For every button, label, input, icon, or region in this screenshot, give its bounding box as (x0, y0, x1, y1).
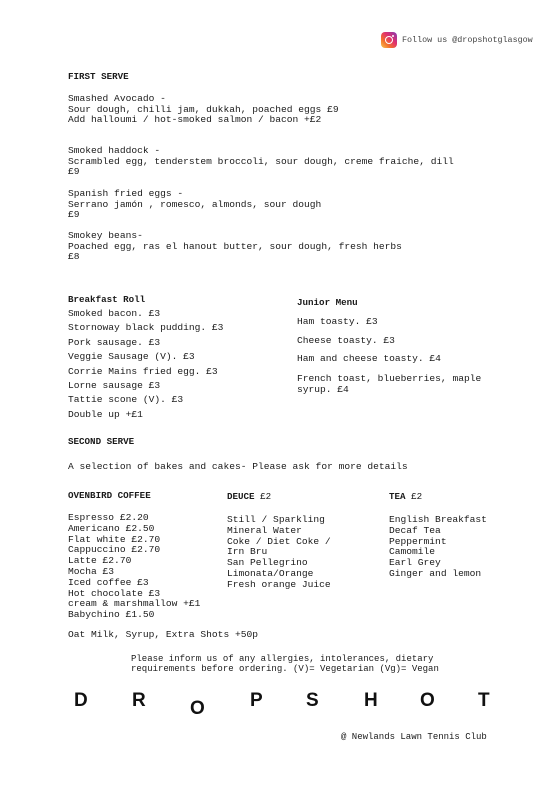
list-item: Babychino £1.50 (68, 609, 155, 621)
menu-item-smokey-beans (68, 231, 402, 263)
list-item: Americano £2.50 (68, 522, 155, 534)
list-item: Ham and cheese toasty. £4 (297, 353, 441, 364)
tea-price: £2 (411, 491, 423, 502)
item-line: Smashed Avocado - (68, 93, 166, 104)
item-line: Serrano jamón , romesco, almonds, sour dough (68, 198, 322, 210)
deuce-title: DEUCE (227, 491, 255, 502)
item-line: Scrambled egg, tenderstem broccoli, sour dough, creme fraiche, dill (68, 155, 454, 167)
list-item: Double up +£1 (68, 408, 143, 420)
item-line: £8 (68, 251, 80, 262)
logo-letter: R (132, 690, 146, 711)
follow-us-text[interactable]: Follow us @dropshotglasgow (402, 35, 533, 45)
list-item: Still / Sparkling (227, 514, 325, 525)
second-serve-text: A selection of bakes and cakes- Please ask for more details (68, 461, 408, 472)
first-serve-heading: FIRST SERVE (68, 71, 129, 82)
menu-item-smoked-haddock (68, 146, 454, 178)
item-line: Poached egg, ras el hanout butter, sour dough, fresh herbs (68, 240, 402, 252)
logo-letter: O (420, 690, 435, 711)
logo-letter: T (478, 690, 490, 711)
logo-letter: H (364, 690, 378, 711)
extras-text: Oat Milk, Syrup, Extra Shots +50p (68, 629, 258, 640)
item-line: £9 (68, 209, 80, 220)
item-line: Spanish fried eggs - (68, 188, 184, 199)
list-item: Ginger and lemon (389, 567, 482, 579)
deuce-heading (227, 492, 271, 503)
list-item: Flat white £2.70 (68, 533, 161, 545)
menu-item-spanish-fried-eggs (68, 189, 321, 221)
item-line: syrup. £4 (297, 383, 349, 395)
item-line: Add halloumi / hot-smoked salmon / bacon +£2 (68, 114, 322, 125)
list-item: Hot chocolate £3 (68, 587, 161, 599)
list-item: Fresh orange Juice (227, 578, 331, 590)
list-item: Cheese toasty. £3 (297, 335, 395, 346)
list-item: Veggie Sausage (V). £3 (68, 351, 195, 363)
logo-letter: D (74, 690, 88, 711)
list-item: Cappuccino £2.70 (68, 544, 161, 556)
list-item: cream & marshmallow +£1 (68, 598, 201, 610)
logo-letter: P (250, 690, 263, 711)
list-item: Camomile (389, 546, 436, 558)
list-item: Smoked bacon. £3 (68, 308, 161, 319)
menu-item-smashed-avocado (68, 94, 339, 126)
second-serve-heading: SECOND SERVE (68, 436, 135, 447)
list-item: Ham toasty. £3 (297, 316, 378, 327)
list-item: San Pellegrino (227, 557, 308, 569)
logo-letter: O (190, 698, 205, 719)
allergy-line: requirements before ordering. (V)= Vegetarian (Vg)= Vegan (131, 664, 439, 674)
footer-text: @ Newlands Lawn Tennis Club (341, 732, 487, 742)
list-item (297, 374, 481, 395)
list-item: Peppermint (389, 535, 447, 547)
list-item: Pork sausage. £3 (68, 336, 161, 348)
list-item: Corrie Mains fried egg. £3 (68, 365, 218, 377)
deuce-list (227, 515, 331, 591)
list-item: Lorne sausage £3 (68, 379, 161, 391)
list-item: Stornoway black pudding. £3 (68, 322, 224, 334)
coffee-list (68, 513, 200, 621)
list-item: Irn Bru (227, 546, 268, 558)
junior-menu-heading: Junior Menu (297, 297, 358, 308)
instagram-icon[interactable] (381, 32, 397, 48)
item-line: £9 (68, 166, 80, 177)
list-item: English Breakfast (389, 514, 487, 525)
list-item: Decaf Tea (389, 524, 441, 536)
item-line: Smoked haddock - (68, 145, 161, 156)
breakfast-roll-heading: Breakfast Roll (68, 294, 146, 305)
tea-title: TEA (389, 491, 406, 502)
allergy-notice (131, 654, 439, 674)
item-line: Sour dough, chilli jam, dukkah, poached eggs £9 (68, 103, 339, 115)
list-item: Mocha £3 (68, 565, 115, 577)
list-item: Latte £2.70 (68, 555, 132, 567)
list-item: Tattie scone (V). £3 (68, 394, 184, 406)
item-line: French toast, blueberries, maple (297, 373, 482, 384)
logo-letter: S (306, 690, 319, 711)
list-item: Limonata/Orange (227, 567, 314, 579)
ovenbird-coffee-heading: OVENBIRD COFFEE (68, 490, 151, 501)
breakfast-roll-list (68, 307, 223, 422)
tea-heading (389, 492, 422, 503)
list-item: Coke / Diet Coke / (227, 535, 331, 547)
item-line: Smokey beans- (68, 230, 143, 241)
list-item: Iced coffee £3 (68, 576, 149, 588)
list-item: Espresso £2.20 (68, 512, 149, 523)
tea-list (389, 515, 487, 580)
list-item: Earl Grey (389, 557, 441, 569)
allergy-line: Please inform us of any allergies, intolerances, dietary (131, 654, 434, 664)
deuce-price: £2 (260, 491, 272, 502)
list-item: Mineral Water (227, 524, 302, 536)
